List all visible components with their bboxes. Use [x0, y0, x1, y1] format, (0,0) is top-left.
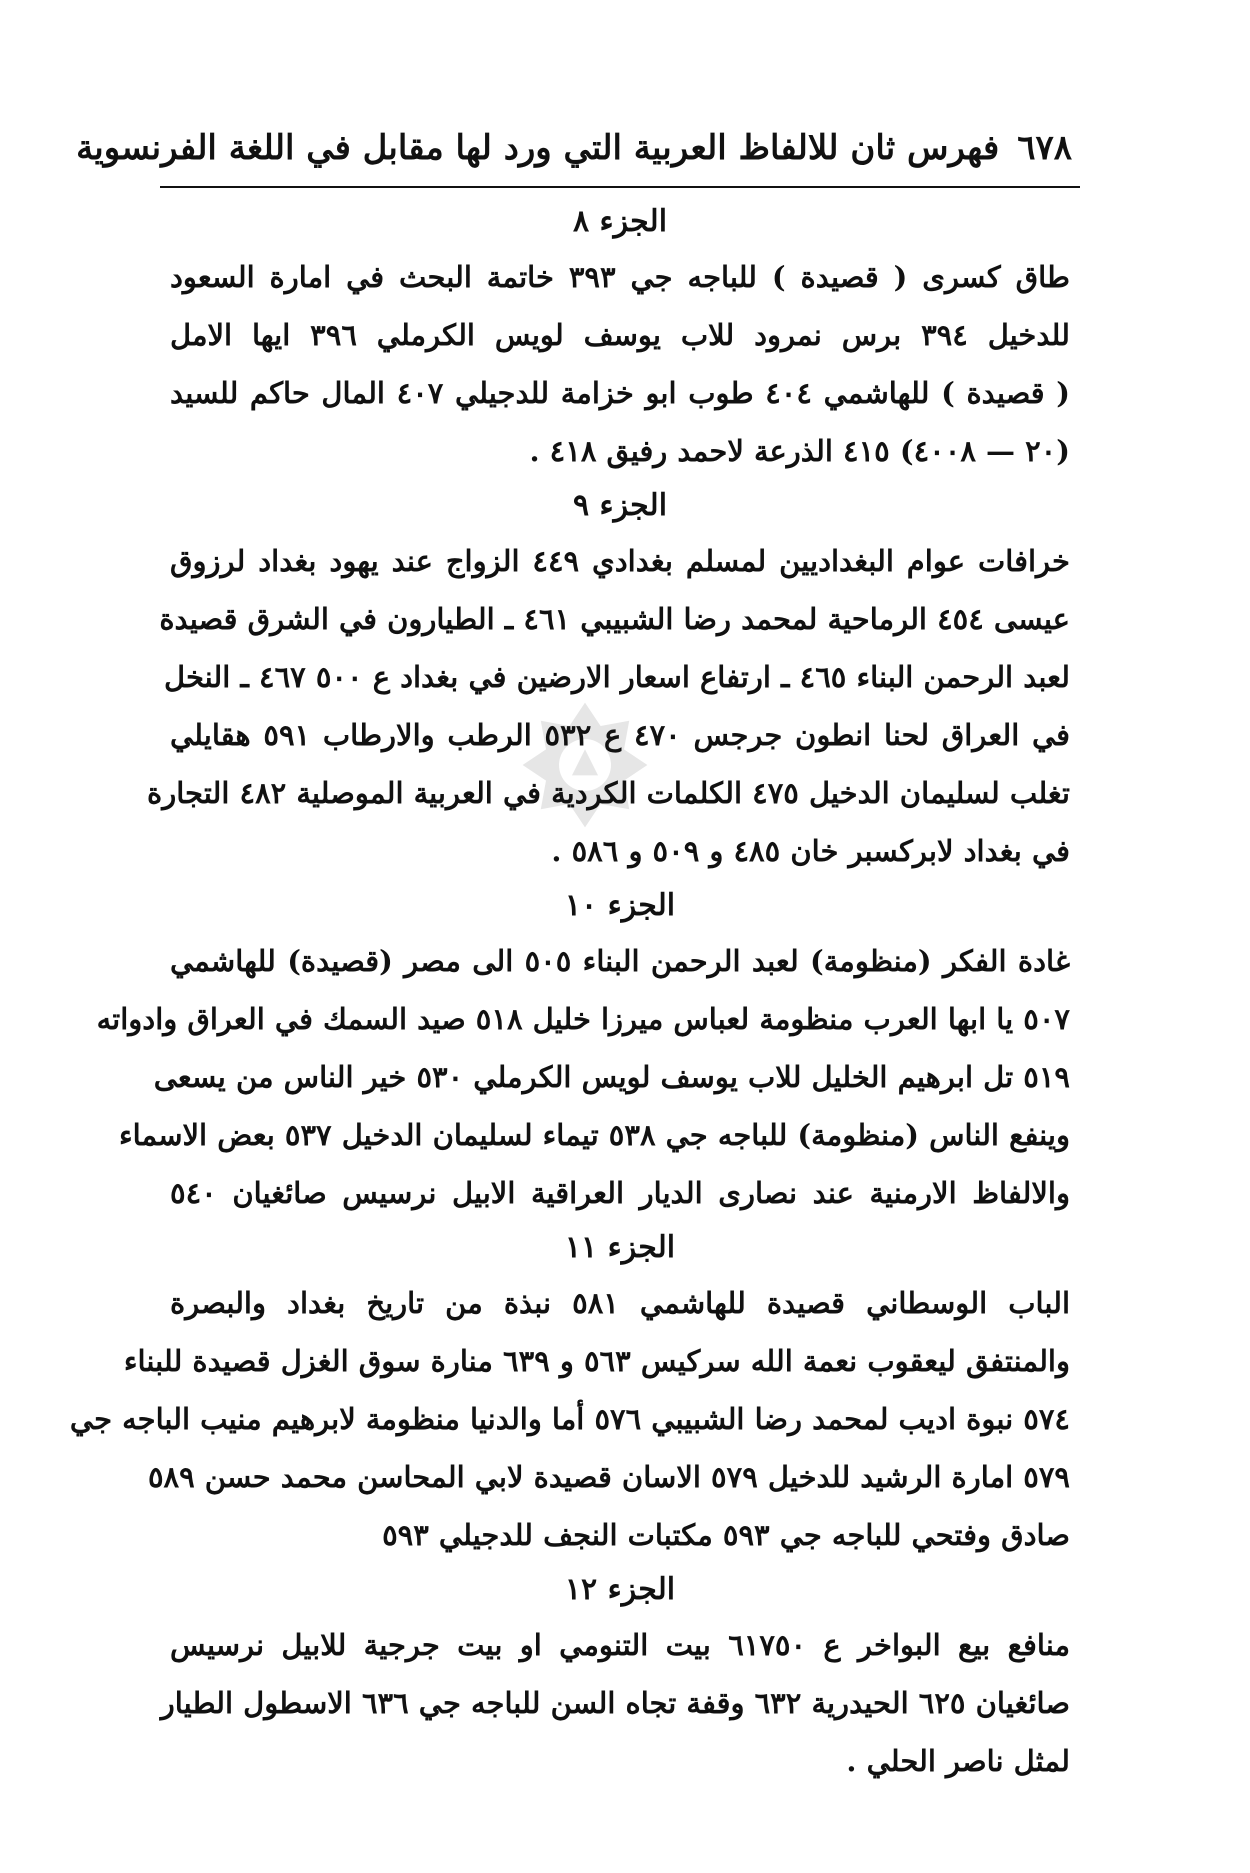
- section-part-8: [170, 196, 1070, 480]
- page-number: ٦٧٨: [1017, 128, 1072, 168]
- index-line: ( قصيدة ) للهاشمي ٤٠٤ طوب ابو خزامة للدجيلي ٤٠٧ المال حاكم للسيد: [170, 376, 1070, 410]
- index-line: لمثل ناصر الحلي .: [846, 1744, 1070, 1778]
- index-line: منافع بيع البواخر ع ٦١٧٥٠ بيت التنومي او بيت جرجية للابيل نرسيس: [170, 1628, 1070, 1662]
- index-line: في بغداد لابركسبر خان ٤٨٥ و ٥٠٩ و ٥٨٦ .: [551, 834, 1070, 868]
- section-part-9: [147, 480, 1071, 880]
- index-line: ٥١٩ تل ابرهيم الخليل للاب يوسف لويس الكرملي ٥٣٠ خير الناس من يسعى: [153, 1060, 1070, 1094]
- index-line: صادق وفتحي للباجه جي ٥٩٣ مكتبات النجف للدجيلي ٥٩٣: [382, 1518, 1070, 1552]
- section-part-10: [96, 880, 1070, 1222]
- section-part-11: [69, 1222, 1070, 1564]
- index-line: وينفع الناس (منظومة) للباجه جي ٥٣٨ تيماء لسليمان الدخيل ٥٣٧ بعض الاسماء: [118, 1118, 1070, 1152]
- section-heading: الجزء ٩: [572, 488, 668, 523]
- page-title: فهرس ثان للالفاظ العربية التي ورد لها مقابل في اللغة الفرنسوية: [76, 128, 1000, 168]
- index-line: طاق كسرى ( قصيدة ) للباجه جي ٣٩٣ خاتمة البحث في امارة السعود: [170, 260, 1070, 294]
- index-line: تغلب لسليمان الدخيل ٤٧٥ الكلمات الكردية في العربية الموصلية ٤٨٢ التجارة: [147, 776, 1070, 810]
- index-line: ٥٧٩ امارة الرشيد للدخيل ٥٧٩ الاسان قصيدة لابي المحاسن محمد حسن ٥٨٩: [147, 1460, 1070, 1494]
- index-line: (٢٠ — ٤٠٠٨) ٤١٥ الذرعة لاحمد رفيق ٤١٨ .: [529, 434, 1070, 468]
- index-line: صائغيان ٦٢٥ الحيدرية ٦٣٢ وقفة تجاه السن للباجه جي ٦٣٦ الاسطول الطيار: [160, 1686, 1070, 1720]
- header-rule: [160, 186, 1080, 188]
- section-heading: الجزء ٨: [572, 204, 668, 239]
- index-line: ٥٠٧ يا ابها العرب منظومة لعباس ميرزا خليل ٥١٨ صيد السمك في العراق وادواته: [96, 1002, 1070, 1036]
- index-line: والالفاظ الارمنية عند نصارى الديار العراقية الابيل نرسيس صائغيان ٥٤٠: [170, 1176, 1070, 1210]
- index-line: للدخيل ٣٩٤ برس نمرود للاب يوسف لويس الكرملي ٣٩٦ ايها الامل: [170, 318, 1070, 352]
- index-line: غادة الفكر (منظومة) لعبد الرحمن البناء ٥٠٥ الى مصر (قصيدة) للهاشمي: [170, 944, 1070, 978]
- page-header: [76, 118, 1072, 178]
- section-heading: الجزء ١٠: [564, 888, 676, 923]
- section-part-12: [160, 1564, 1070, 1790]
- index-line: في العراق لحنا انطون جرجس ٤٧٠ ع ٥٣٢ الرطب والارطاب ٥٩١ هقايلي: [170, 718, 1071, 752]
- index-line: الباب الوسطاني قصيدة للهاشمي ٥٨١ نبذة من تاريخ بغداد والبصرة: [170, 1286, 1070, 1320]
- index-line: خرافات عوام البغداديين لمسلم بغدادي ٤٤٩ الزواج عند يهود بغداد لرزوق: [170, 544, 1070, 578]
- section-heading: الجزء ١٢: [564, 1572, 676, 1607]
- index-content: [69, 196, 1071, 1790]
- section-heading: الجزء ١١: [564, 1230, 676, 1265]
- index-line: والمنتفق ليعقوب نعمة الله سركيس ٥٦٣ و ٦٣٩ منارة سوق الغزل قصيدة للبناء: [123, 1344, 1070, 1378]
- index-line: عيسى ٤٥٤ الرماحية لمحمد رضا الشبيبي ٤٦١ ـ الطيارون في الشرق قصيدة: [159, 602, 1070, 636]
- index-line: لعبد الرحمن البناء ٤٦٥ ـ ارتفاع اسعار الارضين في بغداد ع ٥٠٠ ٤٦٧ ـ النخل: [164, 660, 1070, 694]
- index-line: ٥٧٤ نبوة اديب لمحمد رضا الشبيبي ٥٧٦ أما والدنيا منظومة لابرهيم منيب الباجه جي: [69, 1402, 1070, 1436]
